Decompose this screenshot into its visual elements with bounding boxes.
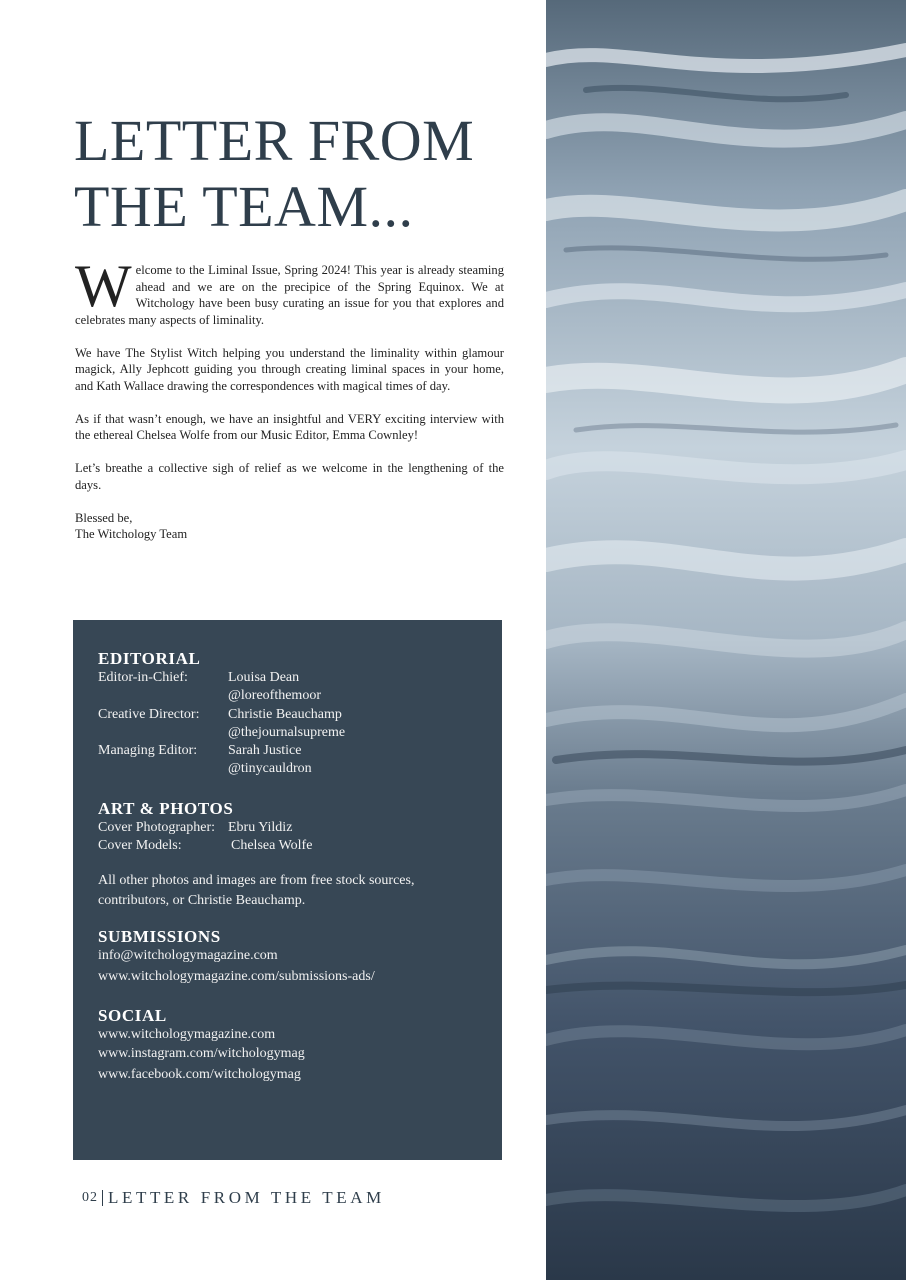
body-paragraph: Let’s breathe a collective sigh of relief as we welcome in the lengthening of the days. xyxy=(75,461,504,492)
credit-row xyxy=(98,724,488,742)
water-illustration xyxy=(546,0,906,1280)
intro-paragraph xyxy=(75,253,504,328)
page-number: 02 xyxy=(82,1190,98,1205)
letter-body xyxy=(75,253,504,543)
credit-role: Cover Photographer: xyxy=(98,819,216,835)
photo-note: All other photos and images are from free stock sources, contributors, or Christie Beauchamp. xyxy=(98,873,415,909)
credit-row xyxy=(98,742,488,760)
credit-handle: @tinycauldron xyxy=(228,761,312,777)
credit-role: Editor-in-Chief: xyxy=(98,670,188,685)
social-heading: SOCIAL xyxy=(98,1006,167,1026)
body-paragraph: As if that wasn’t enough, we have an insightful and VERY exciting interview with the ethereal Chelsea Wolfe from our Music Editor, Emma Cownley! xyxy=(75,411,504,442)
title-line-2: THE TEAM... xyxy=(74,174,414,239)
credit-handle: @loreofthemoor xyxy=(228,688,321,704)
page-title xyxy=(74,108,524,240)
water-photo xyxy=(546,0,906,1280)
footer-divider xyxy=(102,1190,103,1206)
credit-row xyxy=(98,760,488,778)
credit-row xyxy=(98,669,488,687)
editorial-heading: EDITORIAL xyxy=(98,649,201,668)
credit-role: Creative Director: xyxy=(98,706,200,722)
submissions-link[interactable]: www.witchologymagazine.com/submissions-ads/ xyxy=(98,968,375,984)
drop-cap: W xyxy=(75,253,132,319)
signoff-signature: The Witchology Team xyxy=(75,527,188,541)
credit-row xyxy=(98,687,488,705)
credit-name: Chelsea Wolfe xyxy=(231,838,313,854)
instagram-link[interactable]: www.instagram.com/witchologymag xyxy=(98,1045,305,1061)
signoff xyxy=(75,510,504,543)
facebook-link[interactable]: www.facebook.com/witchologymag xyxy=(98,1067,301,1083)
intro-text: elcome to the Liminal Issue, Spring 2024! This year is already steaming ahead and we are on the precipice of the Spring Equinox. We at Witchology have been busy curating an issue for you that explores and celebrates many aspects of liminality. xyxy=(75,263,504,327)
website-link[interactable]: www.witchologymagazine.com xyxy=(98,1027,276,1043)
credit-row xyxy=(98,706,488,724)
submissions-heading: SUBMISSIONS xyxy=(98,927,221,947)
credit-row xyxy=(98,837,488,855)
credit-role: Cover Models: xyxy=(98,838,182,854)
signoff-greeting: Blessed be, xyxy=(75,510,133,525)
credit-name: Christie Beauchamp xyxy=(228,706,342,722)
credit-name: Ebru Yildiz xyxy=(228,819,293,835)
art-heading: ART & PHOTOS xyxy=(98,798,234,818)
credit-role: Managing Editor: xyxy=(98,743,198,759)
credit-name: Louisa Dean xyxy=(228,670,300,685)
page-footer xyxy=(82,1186,385,1210)
credit-name: Sarah Justice xyxy=(228,743,302,759)
credits-panel xyxy=(73,620,502,1160)
email-link[interactable]: info@witchologymagazine.com xyxy=(98,948,278,964)
body-paragraph: We have The Stylist Witch helping you understand the liminality within glamour magick, Ally Jephcott guiding you through creating liminal spaces in your home, and Kath Wallace drawing the correspondences with magical times of day. xyxy=(75,345,504,393)
title-line-1: LETTER FROM xyxy=(74,108,475,173)
credit-row xyxy=(98,819,488,837)
footer-section-title: LETTER FROM THE TEAM xyxy=(108,1188,385,1207)
credit-handle: @thejournalsupreme xyxy=(228,724,346,740)
